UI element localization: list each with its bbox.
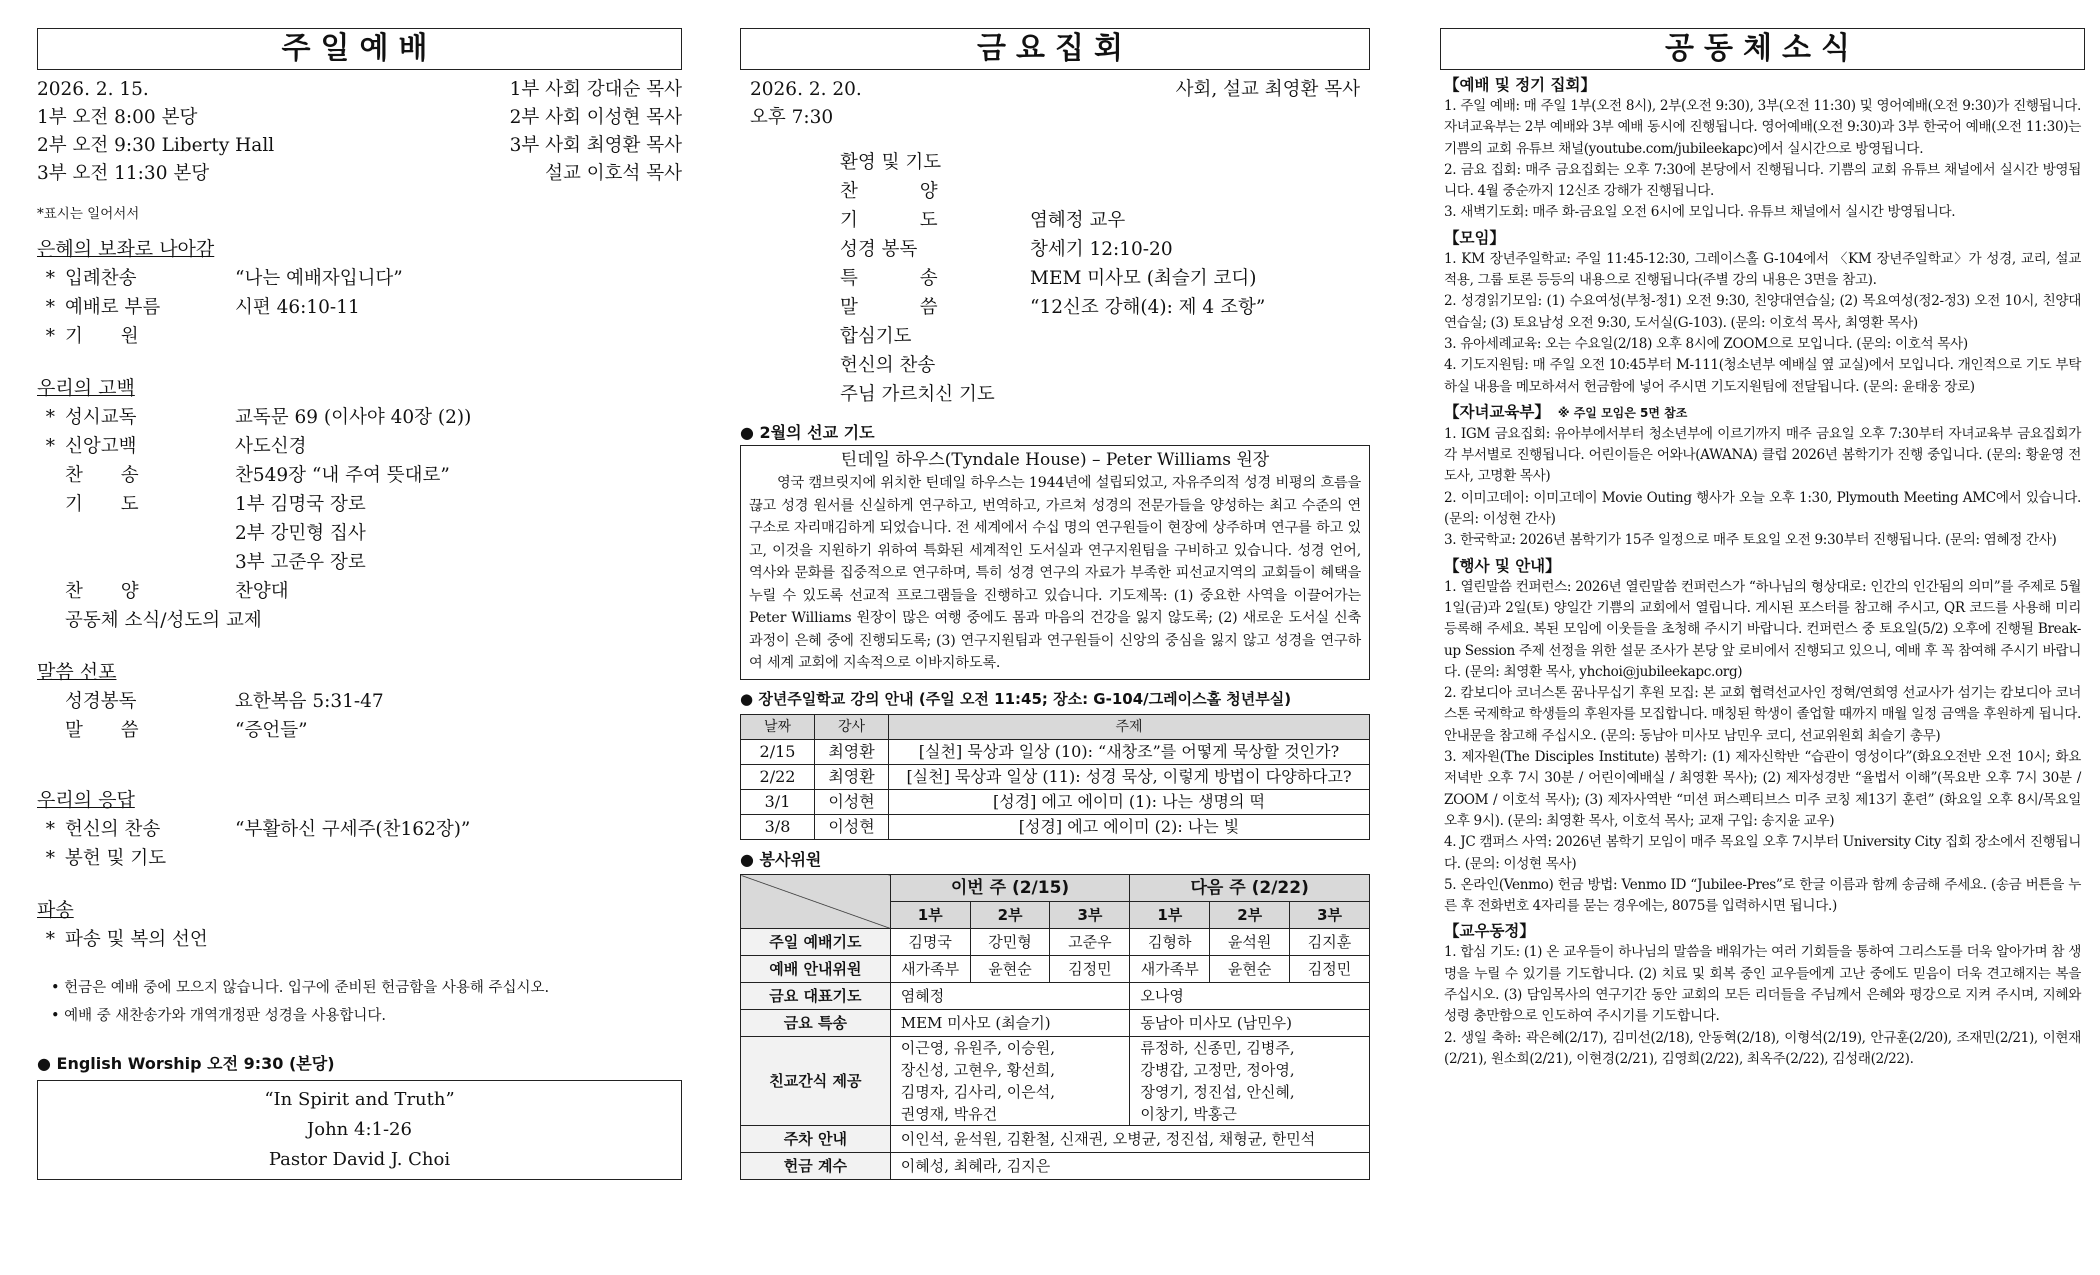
news-heading-text: 【예배 및 정기 집회】 — [1444, 76, 1597, 94]
volunteer-name: 이인석, 윤석원, 김환철, 신재권, 오병균, 정진섭, 채형균, 한민석 — [890, 1126, 1369, 1153]
friday-order-label: 기 도 — [840, 210, 966, 231]
order-label: 성경봉독 — [65, 691, 137, 713]
snack-line: 장영기, 정진섭, 안신혜, — [1140, 1083, 1295, 1101]
friday-order-value — [1030, 351, 1370, 380]
lecture-col-speaker: 강사 — [815, 715, 889, 740]
volunteer-name: 오나영 — [1130, 983, 1370, 1010]
order-row — [37, 519, 682, 548]
volunteer-name: MEM 미사모 (최슬기) — [890, 1010, 1130, 1037]
order-section-title: 은혜의 보좌로 나아감 — [37, 238, 215, 261]
standing-mark — [37, 519, 65, 548]
news-section-heading — [1444, 74, 2081, 96]
friday-leader: 사회, 설교 최영환 목사 — [1175, 79, 1360, 100]
lecture-date: 2/15 — [741, 740, 815, 765]
service-leader: 2부 사회 이성현 목사 — [509, 107, 682, 128]
friday-order-label: 찬 양 — [840, 181, 966, 202]
part-header: 3부 — [1290, 902, 1370, 929]
volunteer-name: 고준우 — [1050, 929, 1130, 956]
lecture-topic: [성경] 에고 에이미 (2): 나는 빛 — [889, 815, 1370, 840]
volunteer-row — [741, 1010, 1370, 1037]
friday-order-value — [1030, 322, 1370, 351]
order-label: 예배로 부름 — [65, 297, 161, 319]
lecture-row — [741, 765, 1370, 790]
order-row — [37, 548, 682, 577]
friday-order-row — [840, 380, 1370, 409]
lecture-heading-text: 장년주일학교 강의 안내 (주일 오전 11:45; 장소: G-104/그레이스홀 청년부실) — [758, 689, 1292, 708]
english-pastor: Pastor David J. Choi — [268, 1149, 451, 1171]
volunteer-role: 친교간식 제공 — [741, 1037, 891, 1126]
news-section-heading — [1444, 227, 2081, 249]
sermon-preacher: 설교 이호석 목사 — [545, 163, 682, 184]
standing-mark: * — [45, 848, 55, 870]
friday-order-value — [1030, 148, 1370, 177]
this-week-header: 이번 주 (2/15) — [890, 875, 1130, 902]
community-news-title: 공동체소식 — [1440, 28, 2085, 70]
friday-order — [740, 148, 1370, 409]
volunteer-name: 동남아 미사모 (남민우) — [1130, 1010, 1370, 1037]
news-item: 1. 주일 예배: 매 주일 1부(오전 8시), 2부(오전 9:30), 3부(오전 11:30) 및 영어예배(오전 9:30)가 진행됩니다. 자녀교육부는 2부 예배와 3부 예배 동시에 진행됩니다. 영어예배(오전 9:30)과 3부 한국어 예배(오전 11:30)는 기쁨의 교회 유튜브 채널(youtube.com/jubileekapc)에서 실시간으로 방영됩니다. — [1444, 98, 2081, 157]
order-label: 성시교독 — [65, 407, 137, 429]
friday-gathering-title: 금요집회 — [740, 28, 1370, 70]
lecture-col-topic: 주제 — [889, 715, 1370, 740]
volunteer-table — [740, 874, 1370, 1180]
standing-mark — [37, 490, 65, 519]
snack-line: 류정하, 신종민, 김병주, — [1140, 1039, 1295, 1057]
volunteer-name: 김정민 — [1050, 956, 1130, 983]
order-row — [37, 716, 682, 745]
order-value — [262, 606, 682, 635]
friday-order-label: 합심기도 — [840, 326, 912, 347]
friday-order-label: 주님 가르치신 기도 — [840, 384, 995, 405]
lecture-date: 3/8 — [741, 815, 815, 840]
friday-date: 2026. 2. 20. — [750, 79, 862, 100]
lecture-col-date: 날짜 — [741, 715, 815, 740]
standing-mark: * — [45, 326, 55, 348]
friday-header — [740, 76, 1370, 132]
lecture-row — [741, 790, 1370, 815]
lecture-heading: ● 장년주일학교 강의 안내 (주일 오전 11:45; 장소: G-104/그레이스홀 청년부실) — [740, 689, 1292, 708]
lecture-speaker: 이성현 — [815, 790, 889, 815]
order-value: 1부 김명국 장로 — [235, 494, 366, 516]
friday-order-row — [840, 264, 1370, 293]
order-label — [65, 519, 235, 548]
order-section-title: 파송 — [37, 899, 74, 922]
volunteer-corner — [741, 875, 891, 929]
order-label: 헌신의 찬송 — [65, 819, 161, 841]
news-item: 3. 제자원(The Disciples Institute) 봄학기: (1) 제자신학반 “습관이 영성이다”(화요오전반 오전 10시; 화요저녁반 오후 7시 30분 / 어린이예배실 / 최영환 목사); (2) 제자성경반 “율법서 이해”(목요반 오후 7시 30분 / ZOOM / 이호석 목사); (3) 제자사역반 “미션 퍼스펙티브스 미주 코칭 제13기 훈련” (화요일 오후 8시/목요일 오후 9시). (문의: 최영환 목사, 이호석 목사; 교재 구입: 송지윤 교우) — [1444, 749, 2081, 829]
order-value — [235, 844, 682, 873]
part-header: 2부 — [1210, 902, 1290, 929]
friday-order-value: MEM 미사모 (최슬기 코디) — [1030, 268, 1257, 289]
friday-order-label: 성경 봉독 — [840, 239, 918, 260]
friday-order-value: 염혜정 교우 — [1030, 210, 1126, 231]
order-row — [37, 577, 682, 606]
news-heading-text: 【행사 및 안내】 — [1444, 556, 1561, 575]
note-text: 예배 중 새찬송가와 개역개정판 성경을 사용합니다. — [64, 1008, 386, 1025]
news-heading-note: ※ 주일 모임은 5면 참조 — [1557, 405, 1688, 420]
order-row — [37, 461, 682, 490]
standing-mark: * — [45, 407, 55, 429]
volunteer-name: 윤현순 — [1210, 956, 1290, 983]
english-worship-heading: ● English Worship 오전 9:30 (본당) — [37, 1054, 335, 1074]
friday-order-row — [840, 322, 1370, 351]
service-leader: 3부 사회 최영환 목사 — [509, 135, 682, 156]
order-row — [37, 432, 682, 461]
order-row — [37, 687, 682, 716]
volunteer-role: 예배 안내위원 — [741, 956, 891, 983]
news-section-heading — [1444, 401, 2081, 424]
order-label: 기 도 — [65, 494, 155, 516]
friday-order-value — [1030, 177, 1370, 206]
snack-line: 강병갑, 고정만, 정아영, — [1140, 1061, 1295, 1079]
english-worship-box — [37, 1080, 682, 1180]
snack-line: 권영재, 박유건 — [900, 1105, 998, 1123]
news-item: 4. JC 캠퍼스 사역: 2026년 봄학기 모임이 매주 목요일 오후 7시부터 University City 집회 장소에서 진행됩니다. (문의: 이성현 목사) — [1444, 834, 2081, 872]
service-leader: 1부 사회 강대순 목사 — [509, 79, 682, 100]
order-value — [235, 322, 682, 351]
order-label: 봉헌 및 기도 — [65, 848, 167, 870]
order-label: 찬 양 — [65, 581, 155, 603]
volunteer-name: 새가족부 — [1130, 956, 1210, 983]
friday-order-value — [1030, 380, 1370, 409]
lecture-speaker: 이성현 — [815, 815, 889, 840]
mission-prayer-heading-text: 2월의 선교 기도 — [759, 423, 875, 442]
standing-mark — [37, 716, 65, 745]
news-item: 5. 온라인(Venmo) 헌금 방법: Venmo ID “Jubilee-Pres”로 한글 이름과 함께 송금해 주세요. (송금 버튼을 누른 후 전화번호 4자리를 묻는 경우에는, 8075를 입력하시면 됩니다.) — [1444, 876, 2081, 915]
order-value: 찬549장 “내 주여 뜻대로” — [235, 465, 450, 487]
next-week-header: 다음 주 (2/22) — [1130, 875, 1370, 902]
order-value: 찬양대 — [235, 581, 289, 603]
part-header: 1부 — [1130, 902, 1210, 929]
lecture-row — [741, 740, 1370, 765]
news-item: 1. KM 장년주일학교: 주일 11:45-12:30, 그레이스홀 G-104에서 〈KM 장년주일학교〉가 성경, 교리, 설교 적용, 그룹 토론 등등의 내용으로 진행됩니다(주별 강의 내용은 3면을 참고). — [1444, 250, 2081, 289]
volunteer-role: 주일 예배기도 — [741, 929, 891, 956]
lecture-row — [741, 815, 1370, 840]
order-label: 파송 및 복의 선언 — [65, 929, 208, 951]
order-label: 기 원 — [65, 326, 155, 348]
volunteer-name: 김형하 — [1130, 929, 1210, 956]
mission-prayer-text: 영국 캠브릿지에 위치한 틴데일 하우스는 1944년에 설립되었고, 자유주의적 성경 비평의 흐름을 끊고 성경 원서를 신실하게 연구하고, 번역하고, 가르쳐 성경의 전문가들을 양성하는 최고 수준의 연구소로 자리매김하게 되었습니다. 전 세계에서 수십 명의 연구원들이 현장에 상주하며 연구를 하고 있고, 이것을 지원하기 위하여 특화된 세계적인 도서실과 연구지원팀을 구비하고 있습니다. 성경 언어, 역사와 문화를 집중적으로 연구하며, 특히 성경 연구의 자료가 부족한 피선교지역의 교회들이 혜택을 누릴 수 있도록 선교적 프로그램들을 진행하고 있습니다. 기도제목: (1) 중요한 사역을 이끌어가는 Peter Williams 원장이 많은 여행 중에도 몸과 마음의 건강을 잃지 않도록; (2) 새로운 도서실 신축 과정이 은혜 중에 진행되도록; (3) 연구지원팀과 연구원들이 신앙의 중심을 잃지 않고 성경을 연구하여 세계 교회에 지속적으로 이바지하도록. — [749, 475, 1361, 671]
news-item: 2. 성경읽기모임: (1) 수요여성(부청-정1) 오전 9:30, 친양대연습실; (2) 목요여성(정2-정3) 오전 10시, 친양대연습실; (3) 토요남성 오전 9:30, 도서실(G-103). (문의: 이호석 목사, 최영환 목사) — [1444, 293, 2081, 331]
lecture-topic: [실천] 묵상과 일상 (10): “새창조”를 어떻게 묵상할 것인가? — [889, 740, 1370, 765]
volunteer-name: 새가족부 — [890, 956, 970, 983]
news-item: 3. 유아세례교육: 오는 수요일(2/18) 오후 8시에 ZOOM으로 모입니다. (문의: 이호석 목사) — [1444, 335, 1968, 352]
news-section-heading — [1444, 920, 2081, 942]
news-item: 3. 새벽기도회: 매주 화-금요일 오전 6시에 모입니다. 유튜브 채널에서 실시간 방영됩니다. — [1444, 204, 1956, 221]
english-sermon-title: “In Spirit and Truth” — [264, 1089, 455, 1111]
news-item: 3. 한국학교: 2026년 봄학기가 15주 일정으로 매주 토요일 오전 9:30부터 진행됩니다. (문의: 염혜정 간사) — [1444, 532, 2057, 549]
volunteer-name: 김명국 — [890, 929, 970, 956]
news-item: 2. 이미고데이: 이미고데이 Movie Outing 행사가 오늘 오후 1:30, Plymouth Meeting AMC에서 있습니다. (문의: 이성현 간사) — [1444, 489, 2081, 528]
order-value: 요한복음 5:31-47 — [235, 691, 384, 713]
volunteer-role: 주차 안내 — [741, 1126, 891, 1153]
order-label: 찬 송 — [65, 465, 155, 487]
note-item: • 예배 중 새찬송가와 개역개정판 성경을 사용합니다. — [51, 1008, 386, 1025]
standing-note: *표시는 일어서서 — [37, 206, 140, 222]
friday-order-row — [840, 206, 1370, 235]
volunteer-role: 금요 특송 — [741, 1010, 891, 1037]
order-row — [37, 844, 682, 873]
order-section-title: 우리의 고백 — [37, 377, 135, 400]
friday-order-value: 창세기 12:10-20 — [1030, 239, 1173, 260]
order-label — [65, 548, 235, 577]
friday-order-row — [840, 235, 1370, 264]
news-item: 1. 열린말씀 컨퍼런스: 2026년 열린말씀 컨퍼런스가 “하나님의 형상대로: 인간의 인간됨의 의미”를 주제로 5월 1일(금)과 2일(토) 양일간 기쁨의 교회에서 열립니다. 게시된 포스터를 참고해 주시고, QR 코드를 사용해 미리 등록해 주세요. 복된 모임에 이웃들을 초청해 주시기 바랍니다. 컨퍼런스 중 토요일(5/2) 오후에 진행될 Break-up Session 주제 선정을 위한 설문 조사가 본당 앞 로비에서 진행되고 있으니, 예배 후 꼭 참여해 주시기 바랍니다. (문의: 최영환 목사, yhchoi@jubileekapc.org) — [1444, 578, 2081, 680]
snack-names — [1130, 1037, 1370, 1126]
part-header: 1부 — [890, 902, 970, 929]
order-label: 공동체 소식/성도의 교제 — [65, 610, 262, 632]
friday-order-value: “12신조 강해(4): 제 4 조항” — [1030, 297, 1266, 318]
news-body — [1440, 74, 2085, 1070]
standing-mark — [37, 687, 65, 716]
order-section-title: 말씀 선포 — [37, 661, 117, 684]
standing-mark — [37, 606, 65, 635]
mission-prayer-heading: ● 2월의 선교 기도 — [740, 423, 875, 442]
standing-mark: * — [45, 436, 55, 458]
order-value: “부활하신 구세주(찬162장)” — [235, 819, 471, 841]
volunteer-row — [741, 1153, 1370, 1180]
volunteer-name: 김지훈 — [1290, 929, 1370, 956]
order-row — [37, 815, 682, 844]
volunteer-row — [741, 956, 1370, 983]
snack-names — [890, 1037, 1130, 1126]
friday-order-row — [840, 148, 1370, 177]
part-header: 2부 — [970, 902, 1050, 929]
sunday-header — [37, 76, 682, 188]
english-scripture: John 4:1-26 — [307, 1119, 412, 1141]
volunteer-name: 강민형 — [970, 929, 1050, 956]
news-heading-text: 【자녀교육부】 — [1444, 402, 1550, 421]
volunteer-name: 이혜성, 최혜라, 김지은 — [890, 1153, 1369, 1180]
volunteer-name: 김정민 — [1290, 956, 1370, 983]
news-section-heading — [1444, 555, 2081, 577]
sunday-worship-column — [37, 28, 682, 1180]
friday-gathering-column — [740, 28, 1370, 1180]
news-item: 2. 생일 축하: 곽은혜(2/17), 김미선(2/18), 안동혁(2/18), 이형석(2/19), 안규훈(2/20), 조재민(2/21), 이현재(2/21), 원소희(2/21), 이현경(2/21), 김영희(2/22), 최옥주(2/22), 김성래(2/22). — [1444, 1029, 2081, 1067]
volunteer-row — [741, 983, 1370, 1010]
note-text: 헌금은 예배 중에 모으지 않습니다. 입구에 준비된 헌금함을 사용해 주십시오. — [64, 980, 550, 997]
mission-prayer-title: 틴데일 하우스(Tyndale House) – Peter Williams 원장 — [840, 450, 1270, 470]
order-label: 신앙고백 — [65, 436, 137, 458]
community-news-column — [1440, 28, 2085, 1070]
lecture-date: 2/22 — [741, 765, 815, 790]
service-time: 1부 오전 8:00 본당 — [37, 107, 198, 128]
order-value: 2부 강민형 집사 — [235, 523, 366, 545]
worship-notes — [37, 974, 682, 1030]
order-value — [235, 925, 682, 954]
order-row — [37, 925, 682, 954]
friday-order-label: 말 씀 — [840, 297, 966, 318]
snack-line: 장신성, 고현우, 황선희, — [900, 1061, 1055, 1079]
order-value: “나는 예배자입니다” — [235, 268, 403, 290]
lecture-speaker: 최영환 — [815, 765, 889, 790]
friday-order-label: 환영 및 기도 — [840, 152, 942, 173]
part-header: 3부 — [1050, 902, 1130, 929]
snack-line: 이근영, 유원주, 이승원, — [900, 1039, 1055, 1057]
volunteer-row — [741, 929, 1370, 956]
lecture-topic: [성경] 에고 에이미 (1): 나는 생명의 떡 — [889, 790, 1370, 815]
order-value: 3부 고준우 장로 — [235, 552, 366, 574]
snack-line: 김명자, 김사리, 이은석, — [900, 1083, 1055, 1101]
volunteer-role: 헌금 계수 — [741, 1153, 891, 1180]
sunday-worship-title: 주일예배 — [37, 28, 682, 70]
news-item: 1. 합심 기도: (1) 온 교우들이 하나님의 말씀을 배워가는 여러 기회들을 통하여 그리스도를 더욱 알아가며 참 생명을 누릴 수 있기를 기도합니다. (2) 치료 및 회복 중인 교우들에게 고난 중에도 믿음이 더욱 견고해지는 복을 주십시오. (3) 담임목사의 연구기간 동안 교회의 모든 리더들을 주님께서 은혜와 평강으로 지켜 주시며, 지혜와 성령 충만함으로 인도하여 주시기를 기도합니다. — [1444, 944, 2081, 1025]
news-heading-text: 【교우동정】 — [1444, 922, 1535, 941]
volunteer-role: 금요 대표기도 — [741, 983, 891, 1010]
friday-order-label: 헌신의 찬송 — [840, 355, 936, 376]
standing-mark: * — [45, 929, 55, 951]
order-value: 교독문 69 (이사야 40장 (2)) — [235, 407, 472, 429]
standing-mark: * — [45, 268, 55, 290]
order-label: 입례찬송 — [65, 268, 137, 290]
lecture-table — [740, 714, 1370, 840]
news-item: 2. 금요 집회: 매주 금요집회는 오후 7:30에 본당에서 진행됩니다. 기쁨의 교회 유튜브 채널에서 실시간 방영됩니다. 4월 중순까지 12신조 강해가 진행됩니다. — [1444, 161, 2081, 200]
news-item: 1. IGM 금요집회: 유아부에서부터 청소년부에 이르기까지 매주 금요일 오후 7:30부터 자녀교육부 금요집회가 각 부서별로 진행됩니다. 어린이들은 어와나(AWANA) 클럽 2026년 봄학기가 진행 중입니다. (문의: 황윤영 전도사, 고명환 목사) — [1444, 425, 2081, 485]
lecture-speaker: 최영환 — [815, 740, 889, 765]
standing-mark: * — [45, 819, 55, 841]
friday-order-row — [840, 177, 1370, 206]
note-item: • 헌금은 예배 중에 모으지 않습니다. 입구에 준비된 헌금함을 사용해 주십시오. — [51, 980, 550, 997]
friday-order-row — [840, 293, 1370, 322]
volunteer-name: 윤현순 — [970, 956, 1050, 983]
order-label: 말 씀 — [65, 720, 155, 742]
order-row — [37, 606, 682, 635]
standing-mark — [37, 461, 65, 490]
order-section-title: 우리의 응답 — [37, 789, 135, 812]
news-heading-text: 【모임】 — [1444, 228, 1505, 247]
friday-time: 오후 7:30 — [750, 107, 834, 128]
standing-mark: * — [45, 297, 55, 319]
friday-order-row — [840, 351, 1370, 380]
order-value: 사도신경 — [235, 436, 307, 458]
english-worship-heading-text: English Worship 오전 9:30 (본당) — [56, 1054, 335, 1074]
order-row — [37, 403, 682, 432]
news-item: 2. 캄보디아 코너스톤 꿈나무십기 후원 모집: 본 교회 협력선교사인 정혁/연희영 선교사가 섬기는 캄보디아 코너스톤 국제학교 학생들의 후원자를 모집합니다. 매칭된 학생이 졸업할 때까지 매월 일정 금액을 후원하게 됩니다. 안내문을 참고해 주십시오. (문의: 동남아 미사모 남민우 코디, 선교위원회 최슬기 총무) — [1444, 685, 2081, 744]
mission-prayer-box — [740, 445, 1370, 680]
order-row — [37, 490, 682, 519]
snack-line: 이창기, 박홍근 — [1140, 1105, 1237, 1123]
service-time: 2부 오전 9:30 Liberty Hall — [37, 135, 275, 156]
order-value: “증언들” — [235, 720, 308, 742]
lecture-topic: [실천] 묵상과 일상 (11): 성경 묵상, 이렇게 방법이 다양하다고? — [889, 765, 1370, 790]
volunteer-name: 윤석원 — [1210, 929, 1290, 956]
lecture-date: 3/1 — [741, 790, 815, 815]
worship-order — [37, 234, 682, 954]
volunteer-name: 염혜정 — [890, 983, 1130, 1010]
volunteer-heading-text: 봉사위원 — [759, 850, 822, 869]
service-time: 3부 오전 11:30 본당 — [37, 163, 210, 184]
volunteer-row — [741, 1126, 1370, 1153]
order-row — [37, 293, 682, 322]
order-row — [37, 322, 682, 351]
volunteer-row — [741, 1037, 1370, 1126]
news-item: 4. 기도지원팀: 매 주일 오전 10:45부터 M-111(청소년부 예배실 옆 교실)에서 모입니다. 개인적으로 기도 부탁하실 내용을 메모하셔서 헌금함에 넣어 주시면 기도지원팀에 전달됩니다. (문의: 윤태웅 장로) — [1444, 357, 2081, 395]
order-row — [37, 264, 682, 293]
friday-order-label: 특 송 — [840, 268, 966, 289]
sunday-date: 2026. 2. 15. — [37, 79, 149, 100]
standing-mark — [37, 548, 65, 577]
volunteer-heading: ● 봉사위원 — [740, 850, 822, 869]
order-value: 시편 46:10-11 — [235, 297, 360, 319]
standing-mark — [37, 577, 65, 606]
